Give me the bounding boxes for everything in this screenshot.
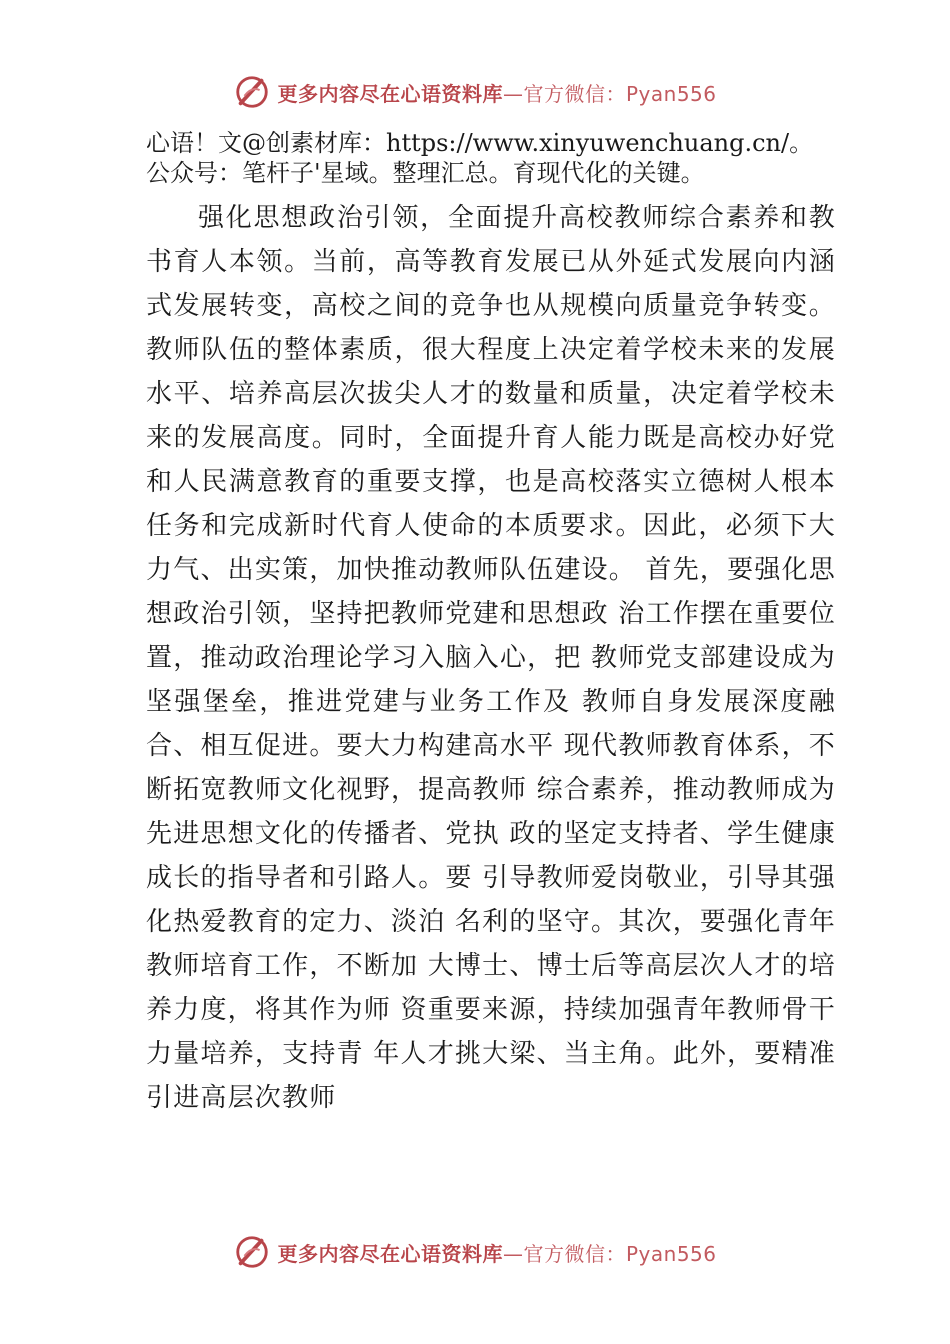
banner-suffix-text: 官方微信： [523,81,626,106]
document-content [146,128,836,1120]
banner-dash: — [502,1241,524,1266]
banner-suffix-text: 官方微信： [523,1241,626,1266]
bottom-banner [0,1230,950,1274]
top-banner [0,70,950,114]
pen-circle-logo-icon [233,1233,271,1271]
banner-text [277,78,716,107]
banner-main-text: 更多内容尽在心语资料库 [277,81,503,106]
banner-text [277,1238,716,1267]
pen-circle-logo-icon [233,73,271,111]
header-line-2: 公众号：笔杆子'星域。整理汇总。育现代化的关键。 [146,159,705,187]
banner-dash: — [502,81,524,106]
body-paragraph: 强化思想政治引领，全面提升高校教师综合素养和教书育人本领。当前，高等教育发展已从外延式发展向内涵式发展转变，高校之间的竞争也从规模向质量竞争转变。教师队伍的整体素质，很大程度上决定着学校未来的发展水平、培养高层次拔尖人才的数量和质量，决定着学校未来的发展高度。同时，全面提升育人能力既是高校办好党和人民满意教育的重要支撑，也是高校落实立德树人根本任务和完成新时代育人使命的本质要求。因此，必须下大力气、出实策，加快推动教师队伍建设。 首先，要强化思想政治引领，坚持把教师党建和思想政 治工作摆在重要位置，推动政治理论学习入脑入心，把 教师党支部建设成为坚强堡垒，推进党建与业务工作及 教师自身发展深度融合、相互促进。要大力构建高水平 现代教师教育体系，不断拓宽教师文化视野，提高教师 综合素养，推动教师成为先进思想文化的传播者、党执 政的坚定支持者、学生健康成长的指导者和引路人。要 引导教师爱岗敬业，引导其强化热爱教育的定力、淡泊 名利的坚守。其次，要强化青年教师培育工作，不断加 大博士、博士后等高层次人才的培养力度，将其作为师 资重要来源，持续加强青年教师骨干力量培养，支持青 年人才挑大梁、当主角。此外，要精准引进高层次教师 [146,203,836,1113]
header-lines [146,128,836,188]
banner-main-text: 更多内容尽在心语资料库 [277,1241,503,1266]
banner-wechat-id: Pyan556 [625,81,717,106]
header-line-1: 心语！文@创素材库：https://www.xinyuwenchuang.cn/。 [146,129,814,157]
banner-wechat-id: Pyan556 [625,1241,717,1266]
